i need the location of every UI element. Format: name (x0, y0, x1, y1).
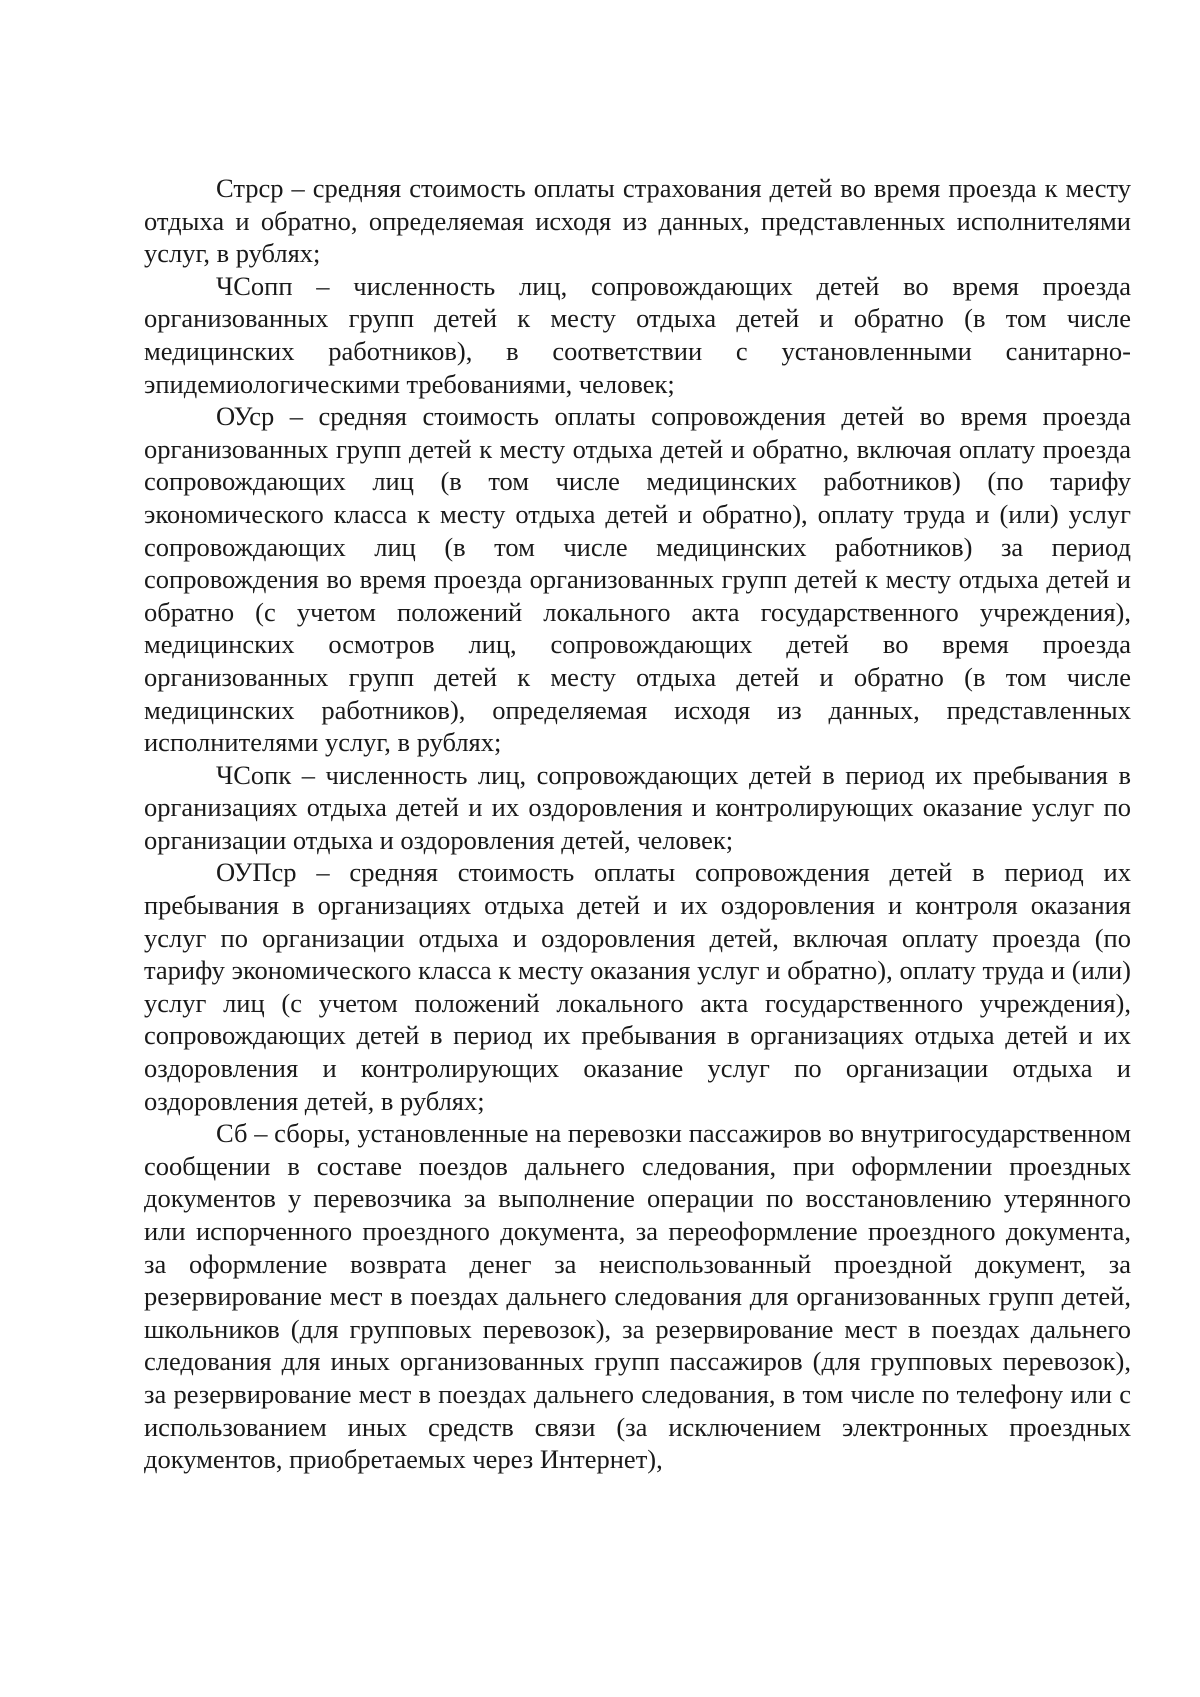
paragraph-oupsr: ОУПср – средняя стоимость оплаты сопровождения детей в период их пребывания в организациях отдыха детей и их оздоровления и контроля оказания услуг по организации отдыха и оздоровления детей, включая оплату проезда (по тарифу экономического класса к месту оказания услуг и обратно), оплату труда и (или) услуг лиц (с учетом положений локального акта государственного учреждения), сопровождающих детей в период их пребывания в организациях отдыха детей и их оздоровления и контролирующих оказание услуг по организации отдыха и оздоровления детей, в рублях; (144, 857, 1131, 1116)
paragraph-chsopk: ЧСопк – численность лиц, сопровождающих детей в период их пребывания в организациях отдыха детей и их оздоровления и контролирующих оказание услуг по организации отдыха и оздоровления детей, человек; (144, 759, 1131, 855)
document-body (144, 172, 1131, 1476)
paragraph-strsr: Стрср – средняя стоимость оплаты страхования детей во время проезда к месту отдыха и обратно, определяемая исходя из данных, представленных исполнителями услуг, в рублях; (144, 173, 1131, 269)
paragraph-ousr: ОУср – средняя стоимость оплаты сопровождения детей во время проезда организованных групп детей к месту отдыха детей и обратно, включая оплату проезда сопровождающих лиц (в том числе медицинских работников) (по тарифу экономического класса к месту отдыха детей и обратно), оплату труда и (или) услуг сопровождающих лиц (в том числе медицинских работников) за период сопровождения во время проезда организованных групп детей к месту отдыха детей и обратно (с учетом положений локального акта государственного учреждения), медицинских осмотров лиц, сопровождающих детей во время проезда организованных групп детей к месту отдыха детей и обратно (в том числе медицинских работников), определяемая исходя из данных, представленных исполнителями услуг, в рублях; (144, 401, 1131, 758)
paragraph-sb: Сб – сборы, установленные на перевозки пассажиров во внутригосударственном сообщении в составе поездов дальнего следования, при оформлении проездных документов у перевозчика за выполнение операции по восстановлению утерянного или испорченного проездного документа, за переоформление проездного документа, за оформление возврата денег за неиспользованный проездной документ, за резервирование мест в поездах дальнего следования для организованных групп детей, школьников (для групповых перевозок), за резервирование мест в поездах дальнего следования для иных организованных групп пассажиров (для групповых перевозок), за резервирование мест в поездах дальнего следования, в том числе по телефону или с использованием иных средств связи (за исключением электронных проездных документов, приобретаемых через Интернет), (144, 1118, 1131, 1475)
paragraph-chsopp: ЧСопп – численность лиц, сопровождающих детей во время проезда организованных групп детей к месту отдыха детей и обратно (в том числе медицинских работников), в соответствии с установленными санитарно-эпидемиологическими требованиями, человек; (144, 270, 1131, 399)
